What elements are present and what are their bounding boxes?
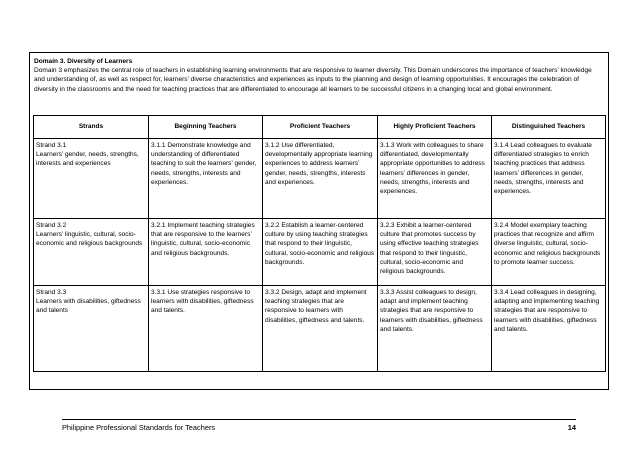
table-row <box>34 219 606 286</box>
proficient-cell: 3.1.2 Use differentiated, developmentally appropriate learning experiences to address learners’ gender, needs, strengths, interests and experiences. <box>263 139 378 219</box>
strand-description: Learners’ linguistic, cultural, socio-economic and religious backgrounds <box>36 231 143 248</box>
strand-id: Strand 3.3 <box>36 289 67 296</box>
strand-cell <box>34 219 149 286</box>
highly-proficient-cell: 3.3.3 Assist colleagues to design, adapt and implement teaching strategies that are responsive to learners with disabilities, giftedness and talents. <box>378 286 492 372</box>
proficient-cell: 3.3.2 Design, adapt and implement teaching strategies that are responsive to learners with disabilities, giftedness and talents. <box>263 286 378 372</box>
footer-title: Philippine Professional Standards for Teachers <box>62 423 216 432</box>
domain-frame <box>29 52 609 390</box>
column-header-highly-proficient: Highly Proficient Teachers <box>378 116 492 139</box>
highly-proficient-cell: 3.2.3 Exhibit a learner-centered culture that promotes success by using effective teaching strategies that respond to their linguistic, cultural, socio-economic and religious backgrounds. <box>378 219 492 286</box>
column-header-beginning: Beginning Teachers <box>149 116 263 139</box>
strand-id: Strand 3.1 <box>36 142 67 149</box>
domain-intro <box>34 57 604 94</box>
beginning-cell: 3.2.1 Implement teaching strategies that are responsive to the learners’ linguistic, cultural, socio-economic and religious backgrounds. <box>149 219 263 286</box>
distinguished-cell: 3.2.4 Model exemplary teaching practices that recognize and affirm diverse linguistic, cultural, socio-economic and religious backgrounds to promote learner success. <box>492 219 606 286</box>
distinguished-cell: 3.1.4 Lead colleagues to evaluate differentiated strategies to enrich teaching practices that address learners’ differences in gender, needs, strengths, interests and experiences. <box>492 139 606 219</box>
table-row <box>34 286 606 372</box>
highly-proficient-cell: 3.1.3 Work with colleagues to share differentiated, developmentally appropriate opportunities to address learners’ differences in gender, needs, strengths, interests and experiences. <box>378 139 492 219</box>
page-footer <box>62 423 576 435</box>
strand-id: Strand 3.2 <box>36 222 67 229</box>
table-row <box>34 139 606 219</box>
beginning-cell: 3.3.1 Use strategies responsive to learners with disabilities, giftedness and talents. <box>149 286 263 372</box>
column-header-distinguished: Distinguished Teachers <box>492 116 606 139</box>
beginning-cell: 3.1.1 Demonstrate knowledge and understanding of differentiated teaching to suit the learners’ gender, needs, strengths, interests and experiences. <box>149 139 263 219</box>
strand-cell <box>34 139 149 219</box>
page-number: 14 <box>567 423 576 432</box>
footer-divider <box>62 419 576 420</box>
standards-table <box>33 115 606 372</box>
distinguished-cell: 3.3.4 Lead colleagues in designing, adapting and implementing teaching strategies that are responsive to learners with disabilities, giftedness and talents. <box>492 286 606 372</box>
column-header-strands: Strands <box>34 116 149 139</box>
strand-cell <box>34 286 149 372</box>
domain-title: Domain 3. Diversity of Learners <box>34 58 133 65</box>
column-header-proficient: Proficient Teachers <box>263 116 378 139</box>
table-header-row <box>34 116 606 139</box>
strand-description: Learners with disabilities, giftedness and talents <box>36 298 141 315</box>
domain-description: Domain 3 emphasizes the central role of teachers in establishing learning environments that are responsive to learner diversity. This Domain underscores the importance of teachers’ knowledge and understanding of, as well as respect for, learners’ diverse characteristics and experiences as inputs to the planning and design of learning opportunities. It encourages the celebration of diversity in the classrooms and the need for teaching practices that are differentiated to encourage all learners to be successful citizens in a changing local and global environment. <box>34 67 592 93</box>
strand-description: Learners’ gender, needs, strengths, interests and experiences <box>36 151 139 168</box>
proficient-cell: 3.2.2 Establish a learner-centered culture by using teaching strategies that respond to their linguistic, cultural, socio-economic and religious backgrounds. <box>263 219 378 286</box>
